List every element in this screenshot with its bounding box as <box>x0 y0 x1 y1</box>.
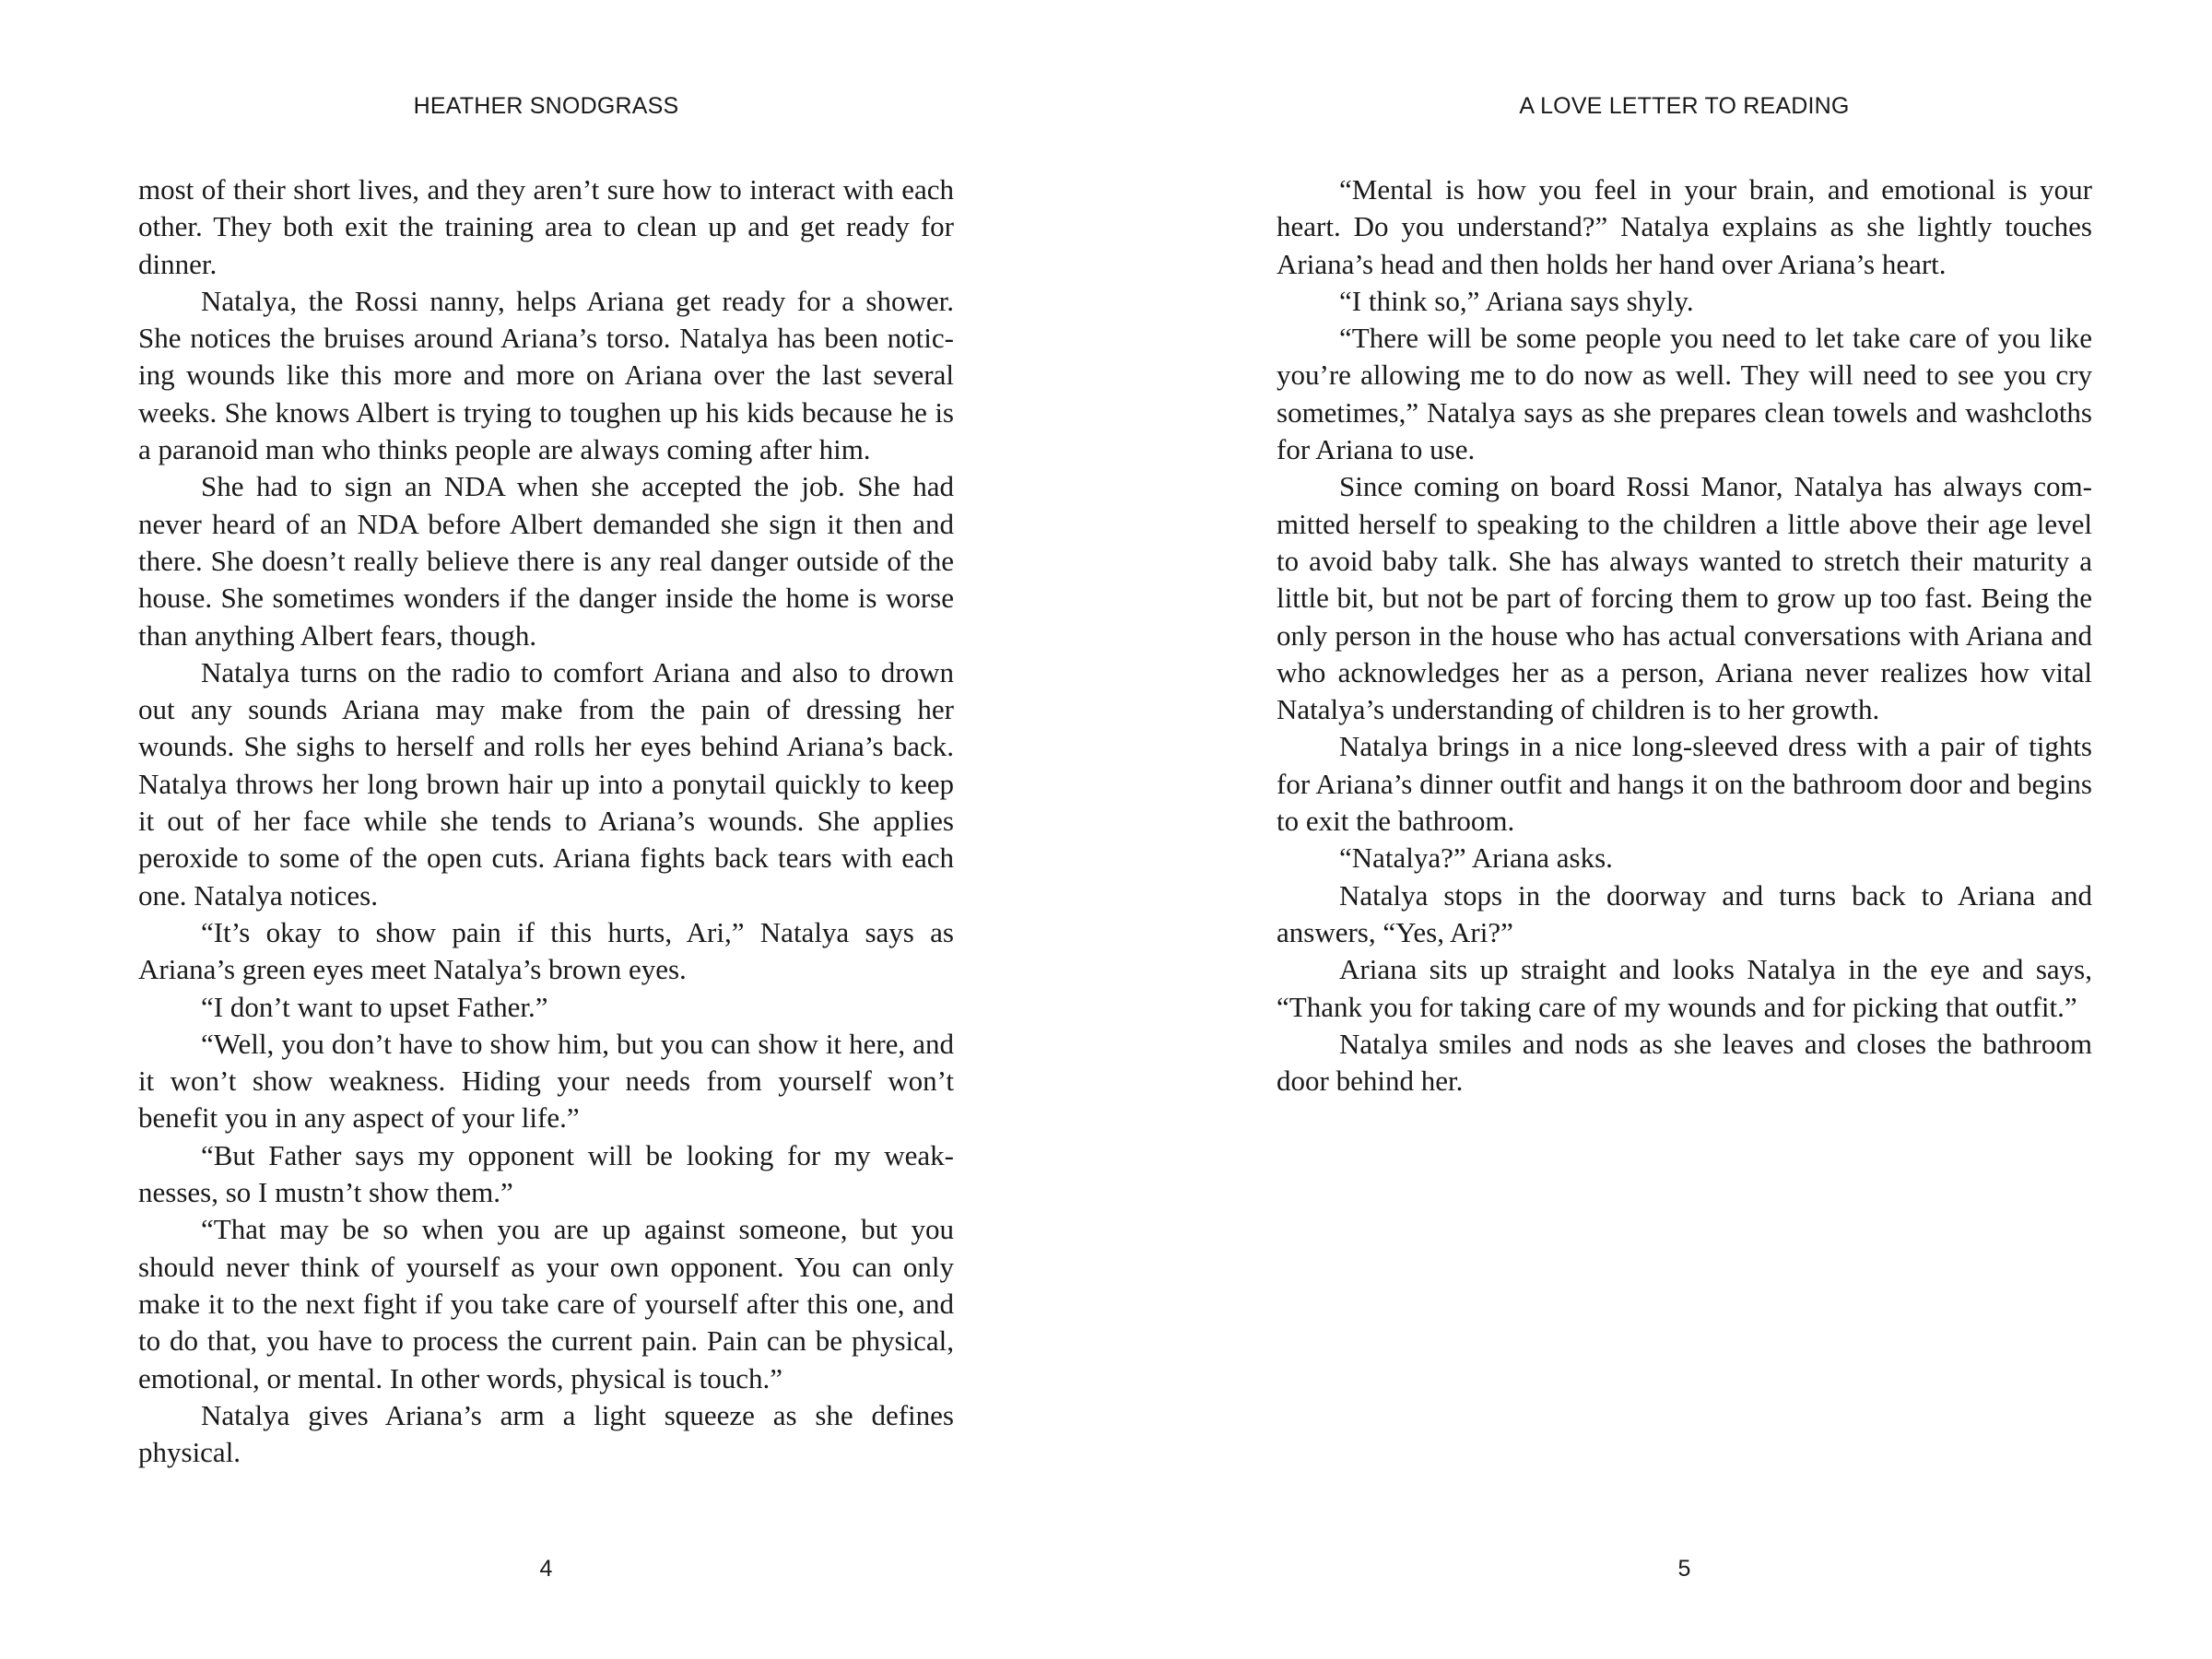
paragraph: She had to sign an NDA when she accepted the job. She had never heard of an NDA before Albert demanded she sign it then and there. She doesn’t really believe there is any real danger outside of the house. She sometimes wonders if the danger inside the home is worse than anything Albert fears, though. <box>138 470 954 652</box>
paragraph: “It’s okay to show pain if this hurts, Ari,” Natalya says as Ariana’s green eyes meet Natalya’s brown eyes. <box>138 915 954 986</box>
page-number: 5 <box>1677 1556 1691 1582</box>
paragraph: most of their short lives, and they aren’t sure how to interact with each other. They both exit the training area to clean up and get ready for dinner. <box>138 173 954 280</box>
paragraph: Natalya gives Ariana’s arm a light squeeze as she defines physical. <box>138 1398 954 1469</box>
page-number: 4 <box>539 1556 553 1582</box>
paragraph: “I don’t want to upset Father.” <box>201 990 548 1023</box>
running-head-author: HEATHER SNODGRASS <box>413 93 679 119</box>
paragraph: “But Father says my opponent will be looking for my weaknesses, so I mustn’t show them.” <box>138 1138 954 1209</box>
left-page <box>138 0 954 1659</box>
paragraph: Natalya stops in the doorway and turns back to Ariana and answers, “Yes, Ari?” <box>1277 878 2092 948</box>
paragraph: “There will be some people you need to let take care of you like you’re allowing me to do now as well. They will need to see you cry sometimes,” Natalya says as she prepares clean towels and washcloths for Ariana to use. <box>1277 322 2092 466</box>
running-head-title: A LOVE LETTER TO READING <box>1519 93 1850 119</box>
paragraph: “Natalya?” Ariana asks. <box>1339 841 1613 875</box>
paragraph: “I think so,” Ariana says shyly. <box>1339 284 1694 317</box>
right-page-text <box>1277 171 2092 1100</box>
paragraph: Natalya, the Rossi nanny, helps Ariana get ready for a shower. She notices the bruises around Ariana’s torso. Natalya has been noticing wounds like this more and more on Ariana over the last several weeks. She knows Albert is trying to toughen up his kids because he is a paranoid man who thinks people are always coming after him. <box>138 284 954 466</box>
paragraph: “Mental is how you feel in your brain, and emotional is your heart. Do you understand?” Natalya explains as she lightly touches Ariana’s head and then holds her hand over Ariana’s heart. <box>1277 173 2092 280</box>
paragraph: Since coming on board Rossi Manor, Natalya has always committed herself to speaking to the children a little above their age level to avoid baby talk. She has always wanted to stretch their maturity a little bit, but not be part of forcing them to grow up too fast. Being the only person in the house who has actual conversations with Ariana and who acknowledges her as a person, Ariana never realizes how vital Natalya’s understanding of children is to her growth. <box>1277 470 2092 726</box>
paragraph: “That may be so when you are up against someone, but you should never think of yourself as your own opponent. You can only make it to the next fight if you take care of yourself after this one, and to do that, you have to process the current pain. Pain can be physical, emotional, or mental. In other words, physical is touch.” <box>138 1213 954 1394</box>
right-page <box>1277 0 2092 1659</box>
paragraph: Ariana sits up straight and looks Natalya in the eye and says, “Thank you for taking care of my wounds and for picking that outfit.” <box>1277 953 2092 1023</box>
paragraph: Natalya brings in a nice long-sleeved dress with a pair of tights for Ariana’s dinner outfit and hangs it on the bathroom door and begins to exit the bathroom. <box>1277 730 2092 838</box>
left-page-text <box>138 171 954 1471</box>
paragraph: Natalya smiles and nods as she leaves and closes the bathroom door behind her. <box>1277 1027 2092 1098</box>
paragraph: “Well, you don’t have to show him, but you can show it here, and it won’t show weakness. Hiding your needs from yourself won’t benefit you in any aspect of your life.” <box>138 1027 954 1135</box>
paragraph: Natalya turns on the radio to comfort Ariana and also to drown out any sounds Ariana may make from the pain of dressing her wounds. She sighs to herself and rolls her eyes behind Ariana’s back. Natalya throws her long brown hair up into a ponytail quickly to keep it out of her face while she tends to Ariana’s wounds. She applies peroxide to some of the open cuts. Ariana fights back tears with each one. Natalya notices. <box>138 655 954 912</box>
